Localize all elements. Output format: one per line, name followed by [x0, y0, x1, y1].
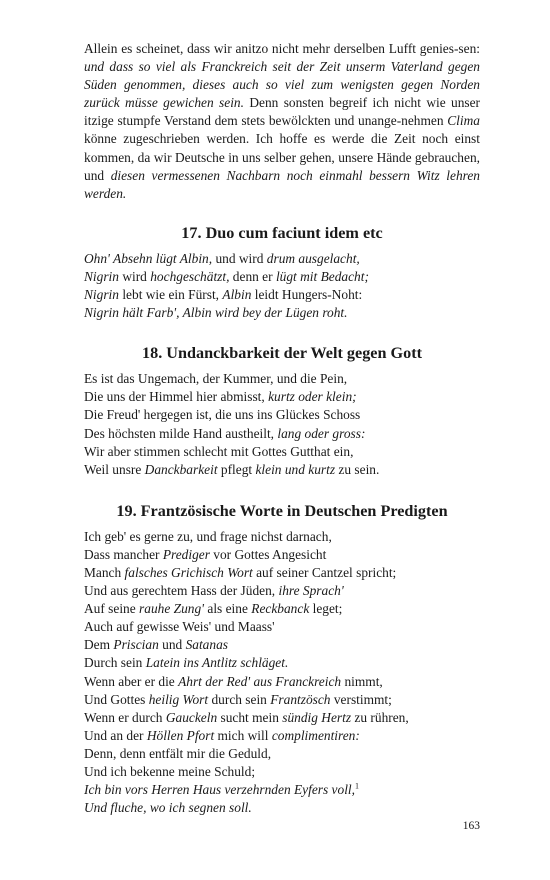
- text-segment: Weil unsre: [84, 461, 145, 477]
- italic-segment: complimentiren:: [271, 727, 360, 743]
- italic-segment: lügt mit Bedacht;: [275, 268, 369, 284]
- italic-segment: Nigrin: [84, 268, 119, 284]
- text-segment: leidt Hungers-Noht:: [251, 287, 363, 303]
- italic-segment: Gauckeln: [165, 709, 218, 725]
- text-segment: Und ich bekenne meine Schuld;: [84, 764, 256, 779]
- verse-line: [84, 582, 480, 600]
- text-segment: nimmt,: [341, 673, 383, 689]
- text-segment: und wird: [212, 250, 267, 266]
- italic-segment: Latein ins Antlitz schläget.: [145, 655, 289, 671]
- text-segment: Des höchsten milde Hand austheilt,: [84, 425, 278, 441]
- verse-line: [84, 799, 480, 817]
- text-segment: auf seiner Cantzel spricht;: [252, 564, 397, 580]
- text-segment: leget;: [309, 601, 343, 617]
- poem-19-verse: [84, 528, 480, 818]
- italic-segment: falsches Grichisch Wort: [124, 564, 253, 580]
- italic-segment: Priscian: [113, 637, 159, 653]
- verse-line: [84, 618, 480, 636]
- italic-segment: rauhe Zung': [139, 601, 205, 617]
- verse-line: [84, 461, 480, 479]
- text-segment: Manch: [84, 564, 125, 580]
- verse-line: [84, 691, 480, 709]
- verse-line: [84, 763, 480, 781]
- text-segment: wird: [118, 268, 151, 284]
- italic-segment: heilig Wort: [148, 691, 209, 707]
- italic-segment: Danckbarkeit: [144, 461, 218, 477]
- footnote-marker: 1: [354, 781, 359, 791]
- verse-line: [84, 388, 480, 406]
- text-segment: Allein es scheinet, dass wir anitzo nicht mehr derselben Lufft genies-sen:: [84, 41, 480, 56]
- poem-19-title: 19. Frantzösische Worte in Deutschen Predigten: [116, 501, 448, 520]
- text-segment: zu rühren,: [351, 709, 409, 725]
- italic-segment: Und fluche, wo ich segnen soll.: [84, 800, 252, 816]
- intro-paragraph: [84, 40, 480, 203]
- text-segment: lebt wie ein Fürst,: [118, 287, 223, 303]
- text-segment: Dem: [84, 637, 114, 653]
- verse-line: [84, 528, 480, 546]
- text-segment: mich will: [214, 727, 272, 743]
- text-segment: Denn, denn entfält mir die Geduld,: [84, 745, 272, 761]
- italic-segment: Nigrin hält Farb', Albin wird bey der Lügen roht.: [84, 305, 348, 321]
- verse-line: [84, 564, 480, 582]
- text-segment: könne zugeschrieben werden. Ich hoffe es werde die Zeit noch einst kommen, da wir Deutsche in uns selber gehen, unsere Hände gebrauchen, und: [84, 131, 480, 183]
- text-segment: Durch sein: [84, 655, 146, 671]
- italic-segment: Prediger: [162, 546, 210, 562]
- verse-line: [84, 406, 480, 424]
- poem-18-title: 18. Undanckbarkeit der Welt gegen Gott: [142, 344, 422, 363]
- text-segment: vor Gottes Angesicht: [209, 546, 327, 562]
- verse-line: [84, 546, 480, 564]
- text-segment: Wenn aber er die: [84, 673, 179, 689]
- italic-segment: Satanas: [185, 637, 228, 653]
- verse-line: [84, 781, 480, 799]
- italic-segment: diesen vermessenen Nachbarn noch einmahl bessern Witz lehren werden.: [84, 167, 480, 201]
- italic-segment: Clima: [447, 113, 480, 129]
- text-segment: Wenn er durch: [84, 709, 166, 725]
- text-segment: Und an der: [84, 727, 147, 743]
- verse-line: [84, 600, 480, 618]
- text-segment: pflegt: [217, 461, 256, 477]
- italic-segment: Höllen Pfort: [146, 727, 215, 743]
- verse-line: [84, 636, 480, 654]
- verse-line: [84, 727, 480, 745]
- italic-segment: Albin: [222, 287, 252, 303]
- page-number: 163: [462, 820, 480, 832]
- poem-17-title: 17. Duo cum faciunt idem etc: [181, 223, 383, 242]
- text-segment: Auf seine: [84, 601, 140, 617]
- italic-segment: kurtz oder klein;: [268, 389, 357, 405]
- italic-segment: sündig Hertz: [282, 709, 352, 725]
- text-segment: Ich geb' es gerne zu, und frage nichst darnach,: [84, 528, 332, 544]
- text-segment: Die Freud' hergegen ist, die uns ins Glückes Schoss: [84, 407, 361, 423]
- page-body: [84, 40, 480, 817]
- verse-line: [84, 425, 480, 443]
- verse-line: [84, 745, 480, 763]
- text-segment: Denn sonsten begreif ich nicht wie unser itzige stumpfe Verstand dem stets bewölckten und unange-nehmen: [84, 95, 481, 129]
- verse-line: [84, 268, 480, 286]
- text-segment: denn er: [229, 268, 276, 284]
- text-segment: Und Gottes: [84, 691, 149, 707]
- poem-18-verse: [84, 370, 480, 479]
- text-segment: Und aus gerechtem Hass der Jüden,: [84, 583, 279, 599]
- text-segment: sucht mein: [217, 709, 283, 725]
- italic-segment: hochgeschätzt,: [150, 268, 230, 284]
- italic-segment: klein und kurtz: [255, 461, 336, 477]
- italic-segment: Frantzösch: [270, 691, 331, 707]
- italic-segment: Ohn' Absehn lügt Albin,: [84, 250, 213, 266]
- verse-line: [84, 304, 480, 322]
- italic-segment: ihre Sprach': [278, 583, 344, 599]
- verse-line: [84, 370, 480, 388]
- text-segment: durch sein: [208, 691, 271, 707]
- text-segment: Es ist das Ungemach, der Kummer, und die Pein,: [84, 371, 348, 387]
- italic-segment: Ahrt der Red' aus Franckreich: [178, 673, 342, 689]
- text-segment: als eine: [204, 601, 252, 617]
- text-segment: Auch auf gewisse Weis' und Maass': [84, 619, 275, 635]
- poem-17-verse: [84, 250, 480, 322]
- text-segment: Wir aber stimmen schlecht mit Gottes Gutthat ein,: [84, 443, 354, 459]
- verse-line: [84, 673, 480, 691]
- text-segment: zu sein.: [335, 461, 380, 477]
- italic-segment: Nigrin: [84, 287, 119, 303]
- italic-segment: Reckbanck: [251, 601, 310, 617]
- verse-line: [84, 709, 480, 727]
- italic-segment: und dass so viel als Franckreich seit der Zeit unserm Vaterland gegen Süden genommen, dieses auch so viel zum wenigsten gegen Norden zurück müsse gewichen sein.: [84, 59, 480, 111]
- verse-line: [84, 286, 480, 304]
- text-segment: Die uns der Himmel hier abmisst,: [84, 389, 269, 405]
- verse-line: [84, 443, 480, 461]
- italic-segment: lang oder gross:: [277, 425, 366, 441]
- verse-line: [84, 654, 480, 672]
- italic-segment: drum ausgelacht,: [266, 250, 360, 266]
- intro-text: [84, 40, 480, 203]
- text-segment: und: [158, 637, 186, 653]
- verse-line: [84, 250, 480, 268]
- text-segment: verstimmt;: [330, 691, 392, 707]
- italic-segment: Ich bin vors Herren Haus verzehrnden Eyfers voll,: [84, 782, 355, 798]
- text-segment: Dass mancher: [84, 546, 163, 562]
